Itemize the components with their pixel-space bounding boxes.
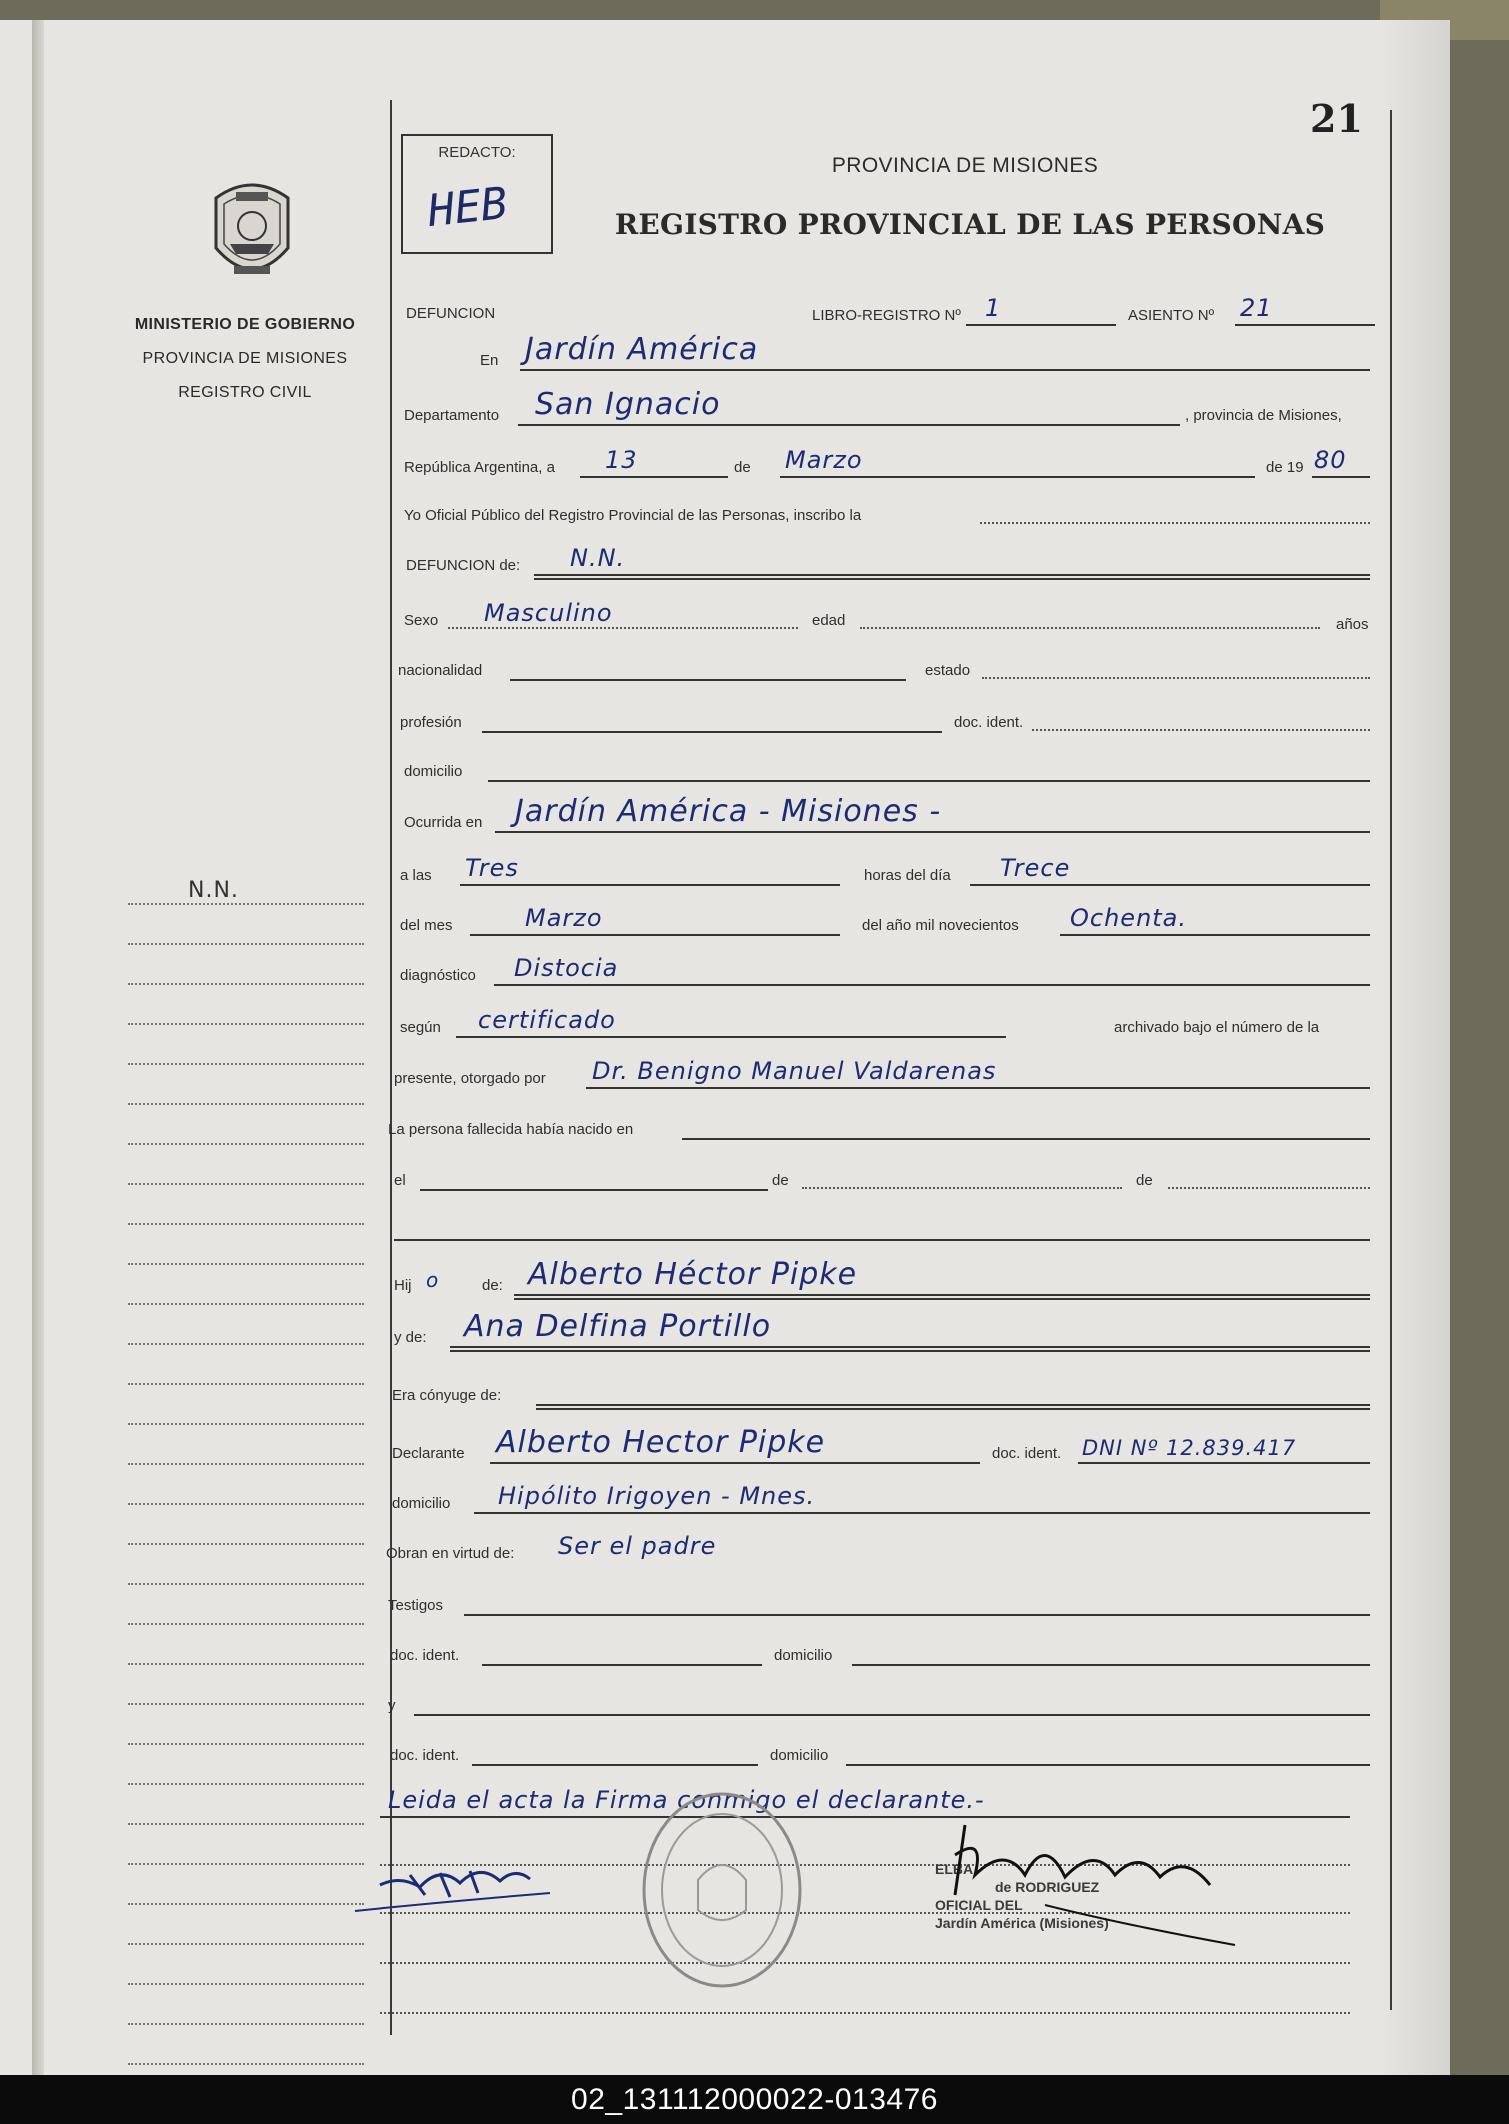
ocurrida-value: Jardín América - Misiones - bbox=[515, 794, 942, 829]
de-b-label: de bbox=[1136, 1172, 1153, 1189]
estado-line bbox=[982, 677, 1370, 679]
de-a-label: de bbox=[772, 1172, 789, 1189]
t-doc2-label: doc. ident. bbox=[390, 1747, 460, 1764]
oficial-line bbox=[980, 522, 1370, 524]
hijo-line bbox=[514, 1294, 1370, 1296]
margin-line bbox=[128, 1545, 364, 1585]
margin-line bbox=[128, 1265, 364, 1305]
t-dom2-line bbox=[846, 1764, 1370, 1766]
t-y-line bbox=[414, 1714, 1370, 1716]
del-anio-line bbox=[1060, 934, 1370, 936]
defuncion-de-label: DEFUNCION de: bbox=[406, 557, 521, 574]
row-extra bbox=[380, 1980, 1380, 2020]
el-line bbox=[420, 1189, 768, 1191]
margin-line bbox=[128, 945, 364, 985]
defuncion-de-line-2 bbox=[534, 578, 1370, 580]
oficial-text: Yo Oficial Público del Registro Provincial de las Personas, inscribo la bbox=[404, 507, 862, 524]
margin-line bbox=[128, 1145, 364, 1185]
row-nacionalidad bbox=[400, 645, 1380, 685]
official-line-1: ELBA bbox=[935, 1861, 974, 1877]
decl-domicilio-value: Hipólito Irigoyen - Mnes. bbox=[498, 1482, 816, 1510]
en-line bbox=[520, 369, 1370, 371]
row-ocurrida bbox=[400, 794, 1380, 837]
asiento-label: ASIENTO Nº bbox=[1128, 307, 1215, 324]
nacido-line bbox=[682, 1138, 1370, 1140]
margin-line bbox=[128, 1385, 364, 1425]
estado-label: estado bbox=[925, 662, 971, 679]
de-a-line bbox=[802, 1187, 1122, 1189]
anos-label: años bbox=[1336, 616, 1369, 633]
row-decl-domicilio bbox=[392, 1478, 1380, 1518]
row-blank bbox=[400, 1205, 1380, 1245]
margin-line bbox=[128, 1625, 364, 1665]
republica-label: República Argentina, a bbox=[404, 459, 555, 476]
y-de-line bbox=[450, 1346, 1370, 1348]
margin-rule bbox=[390, 100, 392, 2035]
departamento-line bbox=[518, 424, 1180, 426]
margin-line bbox=[128, 1745, 364, 1785]
row-fecha bbox=[400, 442, 1380, 482]
row-libro bbox=[400, 290, 1380, 330]
signature-official bbox=[925, 1805, 1260, 1975]
margin-rule-right bbox=[1390, 110, 1392, 2010]
hijo-line-2 bbox=[514, 1298, 1370, 1300]
margin-line bbox=[128, 1665, 364, 1705]
row-y-de bbox=[394, 1309, 1380, 1352]
ocurrida-line bbox=[495, 831, 1370, 833]
sexo-line bbox=[448, 627, 798, 629]
margin-line bbox=[128, 1185, 364, 1225]
coat-of-arms-icon bbox=[206, 178, 298, 288]
del-mes-label: del mes bbox=[400, 917, 453, 934]
t-doc2-line bbox=[472, 1764, 758, 1766]
decl-doc-value: DNI Nº 12.839.417 bbox=[1082, 1436, 1297, 1460]
del-mes-value: Marzo bbox=[525, 904, 603, 932]
margin-line bbox=[128, 1825, 364, 1865]
margin-notes bbox=[128, 865, 364, 2065]
signature-declarante bbox=[350, 1845, 560, 1925]
ministry-block bbox=[130, 308, 360, 410]
de-b-line bbox=[1168, 1187, 1370, 1189]
row-en bbox=[400, 332, 1380, 375]
ministry-line-2: PROVINCIA DE MISIONES bbox=[142, 350, 348, 367]
row-defuncion-de bbox=[400, 540, 1380, 580]
official-line-3: OFICIAL DEL bbox=[935, 1897, 1023, 1913]
sexo-label: Sexo bbox=[404, 612, 439, 629]
official-line-2: de RODRIGUEZ bbox=[995, 1879, 1100, 1895]
del-anio-label: del año mil novecientos bbox=[862, 917, 1019, 934]
ministry-line-3: REGISTRO CIVIL bbox=[178, 384, 312, 401]
asiento-value: 21 bbox=[1240, 294, 1273, 322]
libro-label: LIBRO-REGISTRO Nº bbox=[812, 307, 961, 324]
row-segun bbox=[400, 1002, 1380, 1042]
libro-value: 1 bbox=[985, 294, 1002, 322]
hijo-label-a: Hij bbox=[394, 1277, 412, 1294]
row-departamento bbox=[400, 387, 1380, 430]
defuncion-de-line bbox=[534, 574, 1370, 576]
margin-line bbox=[128, 1425, 364, 1465]
segun-label: según bbox=[400, 1019, 441, 1036]
doc-ident-line bbox=[1032, 729, 1370, 731]
de1900-label: de 19 bbox=[1266, 459, 1304, 476]
nacionalidad-label: nacionalidad bbox=[398, 662, 483, 679]
presente-label: presente, otorgado por bbox=[394, 1070, 546, 1087]
registry-oval-stamp-icon bbox=[640, 1790, 805, 1990]
row-profesion bbox=[400, 697, 1380, 737]
segun-value: certificado bbox=[478, 1006, 616, 1034]
margin-line bbox=[128, 1985, 364, 2025]
row-hijo bbox=[394, 1257, 1380, 1300]
anio-value: 80 bbox=[1314, 446, 1347, 474]
margin-line bbox=[128, 1505, 364, 1545]
margin-line bbox=[128, 1065, 364, 1105]
horas-label: horas del día bbox=[864, 867, 951, 884]
page-number: 21 bbox=[1310, 96, 1363, 141]
asiento-line bbox=[1235, 324, 1375, 326]
y-de-label: y de: bbox=[394, 1329, 427, 1346]
hijo-label-b: de: bbox=[482, 1277, 503, 1294]
conyuge-label: Era cónyuge de: bbox=[392, 1387, 502, 1404]
row-testigos bbox=[388, 1580, 1380, 1620]
profesion-label: profesión bbox=[400, 714, 462, 731]
row-nacido bbox=[388, 1104, 1380, 1144]
presente-line bbox=[586, 1087, 1370, 1089]
edad-label: edad bbox=[812, 612, 846, 629]
t-dom2-label: domicilio bbox=[770, 1747, 829, 1764]
archivado-label: archivado bajo el número de la bbox=[1114, 1019, 1320, 1036]
nacido-label: La persona fallecida había nacido en bbox=[388, 1121, 634, 1138]
binding-gutter bbox=[32, 20, 44, 2075]
margin-line bbox=[128, 1865, 364, 1905]
extra-line bbox=[380, 2012, 1350, 2014]
official-line-4: Jardín América (Misiones) bbox=[935, 1915, 1109, 1931]
province-heading: PROVINCIA DE MISIONES bbox=[831, 154, 1099, 177]
decl-domicilio-line bbox=[474, 1512, 1370, 1514]
libro-line bbox=[966, 324, 1116, 326]
decl-doc-label: doc. ident. bbox=[992, 1445, 1062, 1462]
edad-line bbox=[860, 627, 1320, 629]
margin-line bbox=[128, 1785, 364, 1825]
row-conyuge bbox=[392, 1370, 1380, 1410]
mes-value: Marzo bbox=[785, 446, 863, 474]
dia-value: 13 bbox=[605, 446, 638, 474]
el-label: el bbox=[394, 1172, 406, 1189]
del-mes-line bbox=[470, 934, 840, 936]
margin-line bbox=[128, 1585, 364, 1625]
hijo-value: Alberto Héctor Pipke bbox=[528, 1257, 858, 1292]
dia-line bbox=[580, 476, 728, 478]
margin-line bbox=[128, 2025, 364, 2065]
leida-value: Leida el acta la Firma conmigo el declarante.- bbox=[388, 1786, 985, 1814]
margin-line bbox=[128, 1305, 364, 1345]
margin-line bbox=[128, 905, 364, 945]
ministry-line-1: MINISTERIO DE GOBIERNO bbox=[134, 316, 356, 333]
anio-line bbox=[1312, 476, 1370, 478]
row-testigo-y bbox=[388, 1680, 1380, 1720]
margin-line bbox=[128, 865, 364, 905]
margin-line bbox=[128, 1225, 364, 1265]
redacto-box bbox=[401, 134, 553, 254]
de-label: de bbox=[734, 459, 751, 476]
margin-line bbox=[128, 1025, 364, 1065]
t-dom1-line bbox=[852, 1664, 1370, 1666]
declarante-line bbox=[490, 1462, 980, 1464]
departamento-label: Departamento bbox=[404, 407, 500, 424]
departamento-value: San Ignacio bbox=[535, 387, 721, 422]
redacto-label: REDACTO: bbox=[438, 144, 516, 161]
provincia-suffix: , provincia de Misiones, bbox=[1185, 407, 1342, 424]
defuncion-de-value: N.N. bbox=[570, 544, 626, 572]
decl-domicilio-label: domicilio bbox=[392, 1495, 451, 1512]
image-caption: 02_131112000022-013476 bbox=[0, 2075, 1509, 2124]
row-mes-anio bbox=[400, 900, 1380, 940]
nacionalidad-line bbox=[510, 679, 906, 681]
obran-value: Ser el padre bbox=[558, 1532, 717, 1560]
y-de-value: Ana Delfina Portillo bbox=[464, 1309, 772, 1344]
margin-line bbox=[128, 1945, 364, 1985]
conyuge-line-2 bbox=[536, 1408, 1370, 1410]
horas-line bbox=[970, 884, 1370, 886]
margin-line bbox=[128, 985, 364, 1025]
a-las-label: a las bbox=[400, 867, 432, 884]
en-label: En bbox=[480, 352, 499, 369]
doc-ident-label: doc. ident. bbox=[954, 714, 1024, 731]
registry-heading: REGISTRO PROVINCIAL DE LAS PERSONAS bbox=[614, 208, 1326, 241]
presente-value: Dr. Benigno Manuel Valdarenas bbox=[592, 1057, 997, 1085]
row-obran bbox=[386, 1528, 1380, 1568]
testigos-label: Testigos bbox=[388, 1597, 444, 1614]
decl-doc-line bbox=[1078, 1462, 1370, 1464]
row-nacido-fecha bbox=[394, 1155, 1380, 1195]
row-testigo-2 bbox=[390, 1730, 1380, 1770]
t-doc1-label: doc. ident. bbox=[390, 1647, 460, 1664]
t-doc1-line bbox=[482, 1664, 762, 1666]
domicilio-label: domicilio bbox=[404, 763, 463, 780]
hijo-letter: o bbox=[426, 1268, 440, 1292]
defuncion-label: DEFUNCION bbox=[406, 305, 496, 322]
declarante-label: Declarante bbox=[392, 1445, 465, 1462]
margin-line bbox=[128, 1905, 364, 1945]
row-testigo-1 bbox=[390, 1630, 1380, 1670]
a-las-line bbox=[460, 884, 840, 886]
declarante-value: Alberto Hector Pipke bbox=[496, 1425, 826, 1460]
horas-value: Trece bbox=[1000, 854, 1071, 882]
diagnostico-value: Distocia bbox=[514, 954, 619, 982]
testigos-line bbox=[464, 1614, 1370, 1616]
a-las-value: Tres bbox=[465, 854, 519, 882]
row-oficial bbox=[400, 490, 1380, 530]
t-dom1-label: domicilio bbox=[774, 1647, 833, 1664]
en-value: Jardín América bbox=[525, 332, 759, 367]
mes-line bbox=[780, 476, 1255, 478]
row-diagnostico bbox=[400, 950, 1380, 990]
diagnostico-label: diagnóstico bbox=[400, 967, 476, 984]
t-y-label: y bbox=[388, 1697, 396, 1714]
row-sexo bbox=[400, 595, 1380, 635]
y-de-line-2 bbox=[450, 1350, 1370, 1352]
ocurrida-label: Ocurrida en bbox=[404, 814, 483, 831]
diagnostico-line bbox=[494, 984, 1370, 986]
row-domicilio bbox=[400, 746, 1380, 786]
segun-line bbox=[456, 1036, 1006, 1038]
profesion-line bbox=[482, 731, 942, 733]
margin-note: N.N. bbox=[188, 878, 239, 903]
margin-line bbox=[128, 1345, 364, 1385]
margin-line bbox=[128, 1465, 364, 1505]
sexo-value: Masculino bbox=[484, 599, 613, 627]
row-declarante bbox=[392, 1425, 1380, 1468]
obran-label: Obran en virtud de: bbox=[386, 1545, 515, 1562]
conyuge-line bbox=[536, 1404, 1370, 1406]
domicilio-line bbox=[488, 780, 1370, 782]
del-anio-value: Ochenta. bbox=[1070, 904, 1188, 932]
margin-line bbox=[128, 1705, 364, 1745]
margin-line bbox=[128, 1105, 364, 1145]
redacto-initials: HEB bbox=[425, 177, 510, 238]
blank-line bbox=[394, 1239, 1370, 1241]
row-presente bbox=[394, 1053, 1380, 1093]
row-hora bbox=[400, 850, 1380, 890]
